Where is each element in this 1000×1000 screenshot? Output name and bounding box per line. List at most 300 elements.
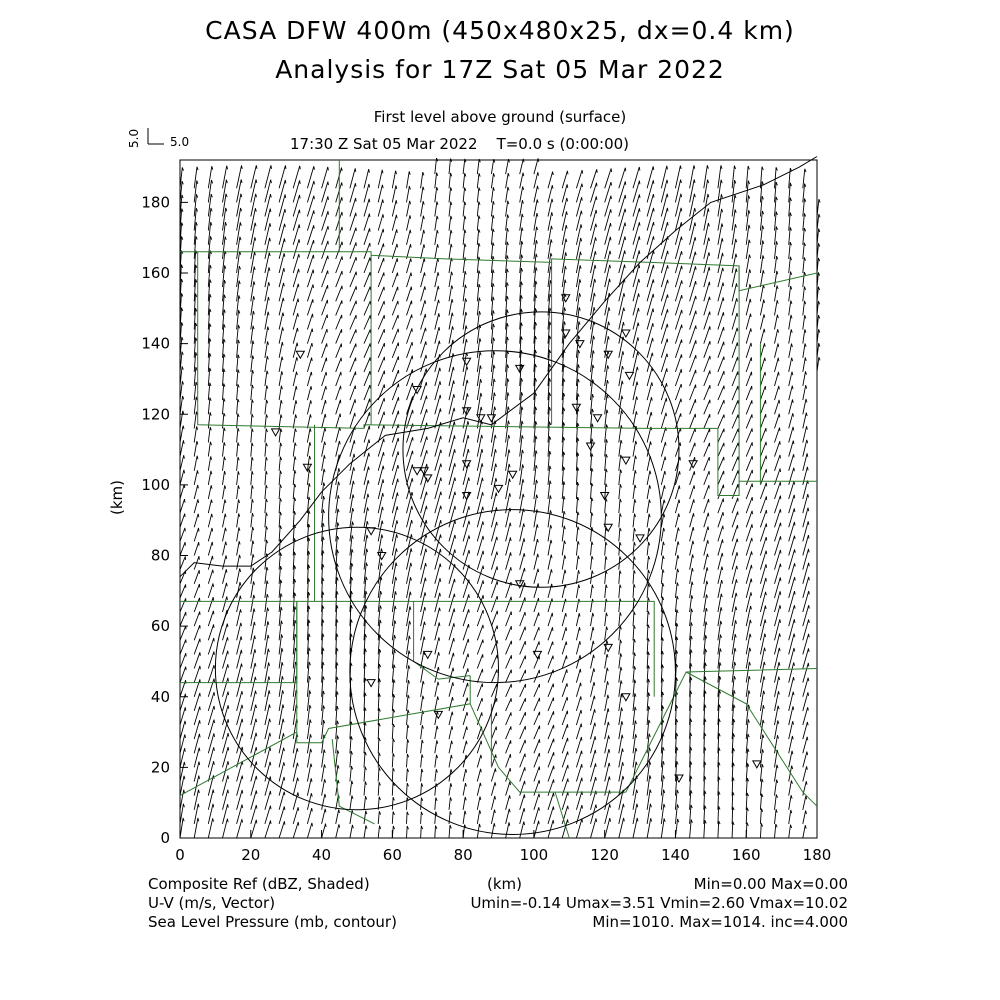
wind-vector xyxy=(746,484,752,499)
wind-vector xyxy=(675,399,681,415)
y-tick-label: 160 xyxy=(141,264,170,282)
wind-vector xyxy=(364,767,366,782)
wind-vector xyxy=(718,342,724,358)
wind-vector xyxy=(407,798,409,810)
wind-vector xyxy=(506,740,511,753)
reference-vector-icon xyxy=(148,128,164,144)
wind-vector xyxy=(548,656,553,669)
wind-vector xyxy=(647,598,649,613)
wind-vector xyxy=(491,727,496,740)
wind-vector xyxy=(690,499,695,513)
wind-vector xyxy=(789,795,792,810)
wind-vector xyxy=(307,358,312,372)
wind-vector xyxy=(392,753,394,767)
wind-vector xyxy=(350,399,356,414)
wind-vector xyxy=(407,259,412,274)
wind-vector xyxy=(435,769,438,781)
wind-vector xyxy=(562,511,565,527)
wind-vector xyxy=(435,652,440,668)
wind-vector xyxy=(265,513,268,528)
wind-vector xyxy=(506,822,510,838)
wind-vector xyxy=(605,542,607,556)
wind-vector xyxy=(265,327,269,344)
radar-marker xyxy=(594,415,602,422)
wind-vector xyxy=(576,641,580,654)
wind-vector xyxy=(180,499,185,513)
wind-vector xyxy=(293,429,296,443)
wind-vector xyxy=(562,738,568,753)
wind-vector xyxy=(619,499,622,513)
wind-vector xyxy=(364,214,370,231)
wind-vector xyxy=(548,698,554,711)
wind-vector xyxy=(293,328,298,344)
wind-vector xyxy=(633,598,635,612)
wind-vector xyxy=(251,457,253,471)
wind-vector xyxy=(576,627,580,640)
wind-vector xyxy=(506,754,511,767)
wind-vector xyxy=(392,186,396,203)
wind-vector xyxy=(775,809,778,824)
wind-vector xyxy=(364,782,367,796)
wind-vector xyxy=(322,428,326,443)
wind-vector xyxy=(279,386,282,400)
wind-vector xyxy=(293,386,297,400)
wind-vector xyxy=(690,457,695,471)
wind-vector xyxy=(506,201,509,217)
wind-vector xyxy=(350,257,357,273)
wind-vector xyxy=(647,542,650,555)
radar-marker xyxy=(487,415,495,422)
wind-vector xyxy=(760,483,766,499)
wind-vector xyxy=(675,443,680,457)
wind-vector xyxy=(421,812,423,824)
wind-vector xyxy=(760,456,766,471)
wind-vector xyxy=(633,612,635,626)
wind-vector xyxy=(449,272,453,287)
wind-vector xyxy=(208,570,213,584)
wind-vector xyxy=(633,584,635,598)
wind-vector xyxy=(378,782,380,796)
wind-vector xyxy=(364,315,370,329)
wind-vector xyxy=(293,415,296,429)
wind-vector xyxy=(746,470,752,485)
wind-vector xyxy=(293,166,300,188)
pressure-contour xyxy=(350,510,676,835)
wind-vector xyxy=(520,612,526,626)
wind-vector xyxy=(520,641,526,654)
wind-vector xyxy=(407,230,411,245)
wind-vector xyxy=(775,315,779,330)
wind-vector xyxy=(435,216,438,231)
wind-vector xyxy=(491,611,497,626)
wind-vector xyxy=(605,654,608,668)
wind-vector xyxy=(364,243,370,259)
wind-vector xyxy=(746,414,752,428)
wind-vector xyxy=(435,300,440,316)
wind-vector xyxy=(760,329,765,344)
wind-vector xyxy=(732,342,738,357)
wind-vector xyxy=(435,697,439,711)
wind-vector xyxy=(591,169,598,188)
wind-vector xyxy=(619,626,622,640)
radar-marker xyxy=(367,680,375,687)
wind-vector xyxy=(803,752,808,768)
wind-vector xyxy=(307,442,310,456)
wind-vector xyxy=(491,796,495,810)
wind-vector xyxy=(463,230,466,245)
wind-vector xyxy=(279,357,283,372)
wind-vector xyxy=(760,372,765,386)
wind-vector xyxy=(803,371,807,386)
wind-vector xyxy=(251,370,254,386)
wind-vector xyxy=(704,356,710,372)
wind-vector xyxy=(279,512,281,527)
wind-vector xyxy=(435,812,437,824)
wind-vector xyxy=(548,725,554,739)
wind-vector xyxy=(491,596,497,612)
wind-vector xyxy=(322,315,328,330)
wind-vector xyxy=(576,710,581,725)
wind-vector xyxy=(421,300,426,315)
wind-vector xyxy=(449,783,452,795)
wind-vector xyxy=(718,471,724,485)
wind-vector xyxy=(421,740,424,753)
wind-vector xyxy=(775,386,780,400)
wind-vector xyxy=(534,726,540,740)
wind-vector xyxy=(760,400,766,414)
wind-vector xyxy=(449,230,452,245)
wind-vector xyxy=(605,613,608,626)
wind-vector xyxy=(675,569,678,584)
wind-vector xyxy=(279,327,283,343)
wind-vector xyxy=(237,457,240,471)
wind-vector xyxy=(392,273,398,288)
wind-vector xyxy=(690,428,696,442)
x-tick-label: 100 xyxy=(519,846,549,864)
wind-vector xyxy=(378,315,384,329)
wind-vector xyxy=(223,413,226,428)
wind-vector xyxy=(378,229,384,245)
wind-vector xyxy=(520,656,526,669)
wind-vector xyxy=(534,739,540,753)
wind-vector xyxy=(491,741,496,754)
wind-vector xyxy=(548,540,552,556)
wind-vector xyxy=(491,173,494,188)
wind-vector xyxy=(775,780,778,796)
wind-vector xyxy=(251,554,254,569)
wind-vector xyxy=(392,200,397,216)
wind-vector xyxy=(477,640,483,655)
reference-vector-vertical-label: 5.0 xyxy=(127,128,141,148)
wind-vector xyxy=(265,821,271,839)
wind-vector xyxy=(506,712,512,725)
wind-vector xyxy=(605,668,609,683)
wind-vector xyxy=(350,766,353,782)
wind-vector xyxy=(704,457,710,471)
wind-vector xyxy=(803,399,807,414)
wind-vector xyxy=(548,642,553,655)
wind-vector xyxy=(633,456,636,471)
wind-vector xyxy=(760,809,762,824)
wind-vector xyxy=(194,542,199,555)
wind-vector xyxy=(718,415,724,429)
wind-vector xyxy=(265,165,272,188)
wind-vector xyxy=(336,286,343,302)
wind-vector xyxy=(180,542,185,555)
wind-vector xyxy=(407,680,410,697)
wind-vector xyxy=(392,356,398,372)
wind-vector xyxy=(732,484,738,499)
wind-vector xyxy=(548,510,552,527)
wind-vector xyxy=(364,258,370,273)
wind-vector xyxy=(251,471,253,485)
wind-vector xyxy=(534,670,540,683)
wind-vector xyxy=(194,514,199,528)
radar-marker xyxy=(622,330,630,337)
wind-vector xyxy=(704,527,709,542)
wind-vector xyxy=(194,625,200,640)
wind-vector xyxy=(675,528,679,542)
radar-marker xyxy=(753,761,761,768)
wind-vector xyxy=(732,443,738,457)
radar-marker xyxy=(495,485,503,492)
wind-vector xyxy=(591,696,596,711)
wind-vector xyxy=(605,585,608,598)
wind-vector xyxy=(194,639,200,655)
wind-vector xyxy=(208,514,212,528)
wind-vector xyxy=(803,766,808,781)
wind-vector xyxy=(803,796,807,810)
wind-vector xyxy=(534,641,539,654)
wind-vector xyxy=(746,328,751,343)
wind-vector xyxy=(322,285,328,301)
wind-vector xyxy=(350,358,356,372)
wind-vector xyxy=(789,810,792,824)
wind-vector xyxy=(732,415,738,429)
wind-vector xyxy=(647,625,649,641)
wind-vector xyxy=(746,314,751,330)
wind-vector xyxy=(322,271,329,288)
wind-vector xyxy=(491,713,496,726)
wind-vector xyxy=(647,166,654,188)
wind-vector xyxy=(548,670,553,683)
wind-vector xyxy=(449,653,454,669)
wind-vector xyxy=(350,286,357,301)
wind-vector xyxy=(591,556,594,570)
wind-vector xyxy=(449,741,452,754)
footer-vector-field: U-V (m/s, Vector) xyxy=(148,894,276,912)
wind-vector xyxy=(392,315,398,330)
wind-vector xyxy=(477,229,480,245)
wind-vector xyxy=(591,483,593,499)
wind-vector xyxy=(265,400,268,414)
wind-vector xyxy=(435,202,438,217)
wind-vector xyxy=(534,524,538,541)
wind-vector xyxy=(449,159,452,175)
wind-vector xyxy=(378,811,380,824)
y-tick-label: 80 xyxy=(150,546,170,565)
wind-vector xyxy=(619,599,621,613)
wind-vector xyxy=(718,357,724,372)
wind-vector xyxy=(746,456,752,471)
wind-vector xyxy=(477,783,481,796)
wind-vector xyxy=(237,514,240,528)
wind-vector xyxy=(194,412,197,429)
wind-vector xyxy=(421,328,427,344)
y-tick-label: 20 xyxy=(150,758,170,777)
wind-vector xyxy=(251,429,253,443)
wind-vector xyxy=(463,609,469,626)
wind-vector xyxy=(732,298,737,315)
wind-vector xyxy=(237,428,240,442)
wind-vector xyxy=(690,370,696,386)
wind-vector xyxy=(407,315,413,330)
footer-contour-stats: Min=1010. Max=1014. inc=4.000 xyxy=(592,913,848,931)
wind-vector xyxy=(322,824,327,838)
wind-vector xyxy=(534,698,540,711)
wind-vector xyxy=(208,412,211,428)
wind-vector xyxy=(435,667,439,683)
wind-vector xyxy=(194,528,199,541)
wind-vector xyxy=(265,429,268,443)
wind-vector xyxy=(265,485,267,499)
wind-vector xyxy=(690,471,695,485)
wind-vector xyxy=(293,357,297,372)
wind-vector xyxy=(251,356,254,372)
wind-vector xyxy=(760,428,766,442)
county-line xyxy=(180,601,297,682)
wind-vector xyxy=(180,640,186,655)
wind-vector xyxy=(265,526,268,541)
wind-vector xyxy=(732,372,738,387)
wind-vector xyxy=(378,214,383,230)
wind-vector xyxy=(435,755,438,768)
wind-vector xyxy=(251,485,254,499)
wind-vector xyxy=(322,343,328,357)
wind-vector xyxy=(293,822,299,838)
radar-marker xyxy=(625,372,633,379)
wind-vector xyxy=(251,499,254,513)
wind-vector xyxy=(718,327,724,344)
wind-vector xyxy=(307,778,312,795)
wind-vector xyxy=(775,372,780,386)
wind-vector xyxy=(605,469,608,485)
wind-vector-field xyxy=(180,158,820,838)
wind-vector xyxy=(534,712,540,725)
wind-vector xyxy=(803,301,806,316)
wind-vector xyxy=(534,539,538,555)
wind-vector xyxy=(350,301,356,316)
wind-vector xyxy=(746,442,752,456)
wind-vector xyxy=(293,484,296,499)
wind-vector xyxy=(322,442,326,457)
wind-vector xyxy=(322,256,329,273)
radar-marker xyxy=(296,351,304,358)
wind-vector xyxy=(789,400,794,415)
reference-vector-horizontal-label: 5.0 xyxy=(170,135,190,149)
wind-vector xyxy=(675,384,681,400)
wind-vector xyxy=(407,826,409,838)
wind-vector xyxy=(562,752,568,768)
wind-vector xyxy=(576,599,579,612)
radar-marker xyxy=(367,528,375,535)
wind-vector xyxy=(463,797,466,810)
wind-vector xyxy=(803,811,807,824)
wind-vector xyxy=(392,384,399,400)
wind-vector xyxy=(704,554,708,570)
wind-vector xyxy=(477,202,480,217)
wind-vector xyxy=(208,597,213,612)
wind-vector xyxy=(576,669,581,683)
wind-vector xyxy=(491,769,496,782)
wind-vector xyxy=(237,569,241,584)
wind-vector xyxy=(576,696,581,711)
wind-vector xyxy=(732,822,734,838)
wind-vector xyxy=(265,341,269,357)
wind-vector xyxy=(576,585,579,598)
wind-vector xyxy=(605,599,608,612)
y-tick-label: 60 xyxy=(150,617,170,636)
wind-vector xyxy=(775,344,779,358)
wind-vector xyxy=(350,413,355,428)
wind-vector xyxy=(661,583,664,598)
wind-vector xyxy=(633,528,636,541)
wind-vector xyxy=(690,340,697,358)
wind-vector xyxy=(407,273,412,288)
wind-vector xyxy=(746,808,748,824)
wind-vector xyxy=(293,807,299,824)
wind-vector xyxy=(789,441,794,457)
wind-vector xyxy=(520,712,526,725)
wind-vector xyxy=(506,567,512,584)
wind-vector xyxy=(194,426,198,442)
wind-vector xyxy=(180,528,185,542)
wind-vector xyxy=(506,795,511,810)
wind-vector xyxy=(407,301,412,316)
wind-vector xyxy=(449,638,454,654)
wind-vector xyxy=(746,343,751,358)
wind-vector xyxy=(392,768,394,781)
wind-vector xyxy=(180,455,184,471)
wind-vector xyxy=(690,568,694,584)
wind-vector xyxy=(307,414,311,428)
wind-vector xyxy=(350,329,356,343)
wind-vector xyxy=(449,285,453,301)
wind-vector xyxy=(194,598,200,612)
wind-vector xyxy=(407,783,409,796)
wind-vector xyxy=(718,457,724,471)
wind-vector xyxy=(803,385,807,400)
wind-vector xyxy=(534,821,539,838)
wind-vector xyxy=(760,442,766,457)
wind-vector xyxy=(449,668,454,683)
wind-vector xyxy=(364,357,370,372)
wind-vector xyxy=(576,683,581,697)
wind-vector xyxy=(378,767,380,781)
wind-vector xyxy=(392,329,398,344)
wind-vector xyxy=(208,442,211,457)
valid-time-label: 17:30 Z Sat 05 Mar 2022 T=0.0 s (0:00:00) xyxy=(290,135,630,153)
wind-vector xyxy=(746,299,751,315)
wind-vector xyxy=(350,344,356,358)
wind-vector xyxy=(477,810,480,824)
wind-vector xyxy=(322,329,328,344)
wind-vector xyxy=(293,343,298,358)
wind-vector xyxy=(576,737,582,753)
wind-vector xyxy=(350,272,357,287)
wind-vector xyxy=(180,426,184,443)
wind-vector xyxy=(775,358,779,372)
